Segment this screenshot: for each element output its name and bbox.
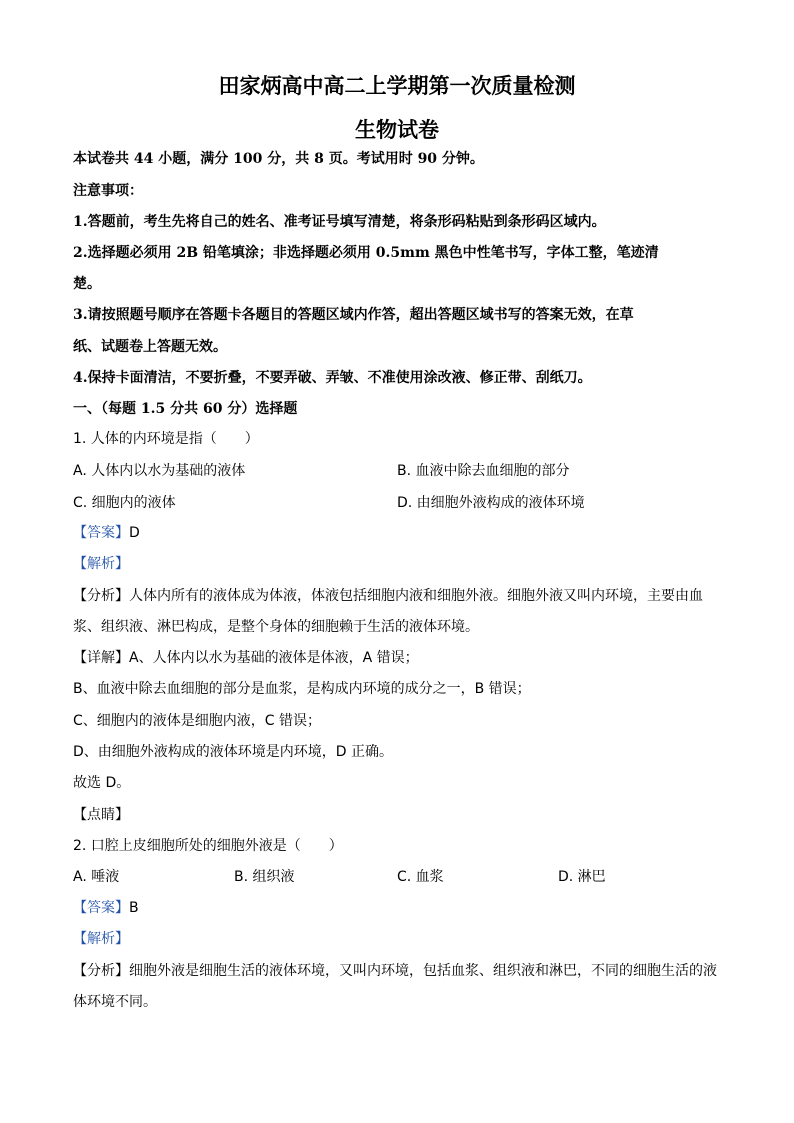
exam-title: 田家炳高中高二上学期第一次质量检测 <box>218 73 576 98</box>
q2-option-b: B. 组织液 <box>234 869 295 885</box>
q2-fenxi-line-1: 【分析】细胞外液是细胞生活的液体环境，又叫内环境，包括血浆、组织液和淋巴，不同的细胞生活的液 <box>73 963 717 979</box>
q1-xiangjie-a: 【详解】A、人体内以水为基础的液体是体液，A 错误； <box>73 650 419 666</box>
notes-heading: 注意事项： <box>73 183 143 199</box>
section-heading: 一、（每题 1.5 分共 60 分）选择题 <box>73 401 298 417</box>
note-2-line-1: 2.选择题必须用 2B 铅笔填涂；非选择题必须用 0.5mm 黑色中性笔书写，字体工整，笔迹清 <box>73 245 659 261</box>
q2-fenxi-line-2: 体环境不同。 <box>73 994 157 1010</box>
q1-fenxi-line-2: 浆、组织液、淋巴构成，是整个身体的细胞赖于生活的液体环境。 <box>73 619 479 635</box>
q2-fenxi-tag: 【分析】 <box>73 963 129 979</box>
q2-answer-value: B <box>129 900 139 916</box>
q2-answer <box>73 901 139 915</box>
q1-xiangjie-c: C、细胞内的液体是细胞内液，C 错误； <box>73 713 321 729</box>
question-1-stem: 1. 人体的内环境是指（ ） <box>73 431 259 447</box>
q1-xiangjie-tag: 【详解】 <box>73 650 129 666</box>
q2-answer-tag: 【答案】 <box>73 900 129 916</box>
note-3-line-1: 3.请按照题号顺序在答题卡各题目的答题区域内作答，超出答题区域书写的答案无效，在草 <box>73 307 634 323</box>
q1-option-b: B. 血液中除去血细胞的部分 <box>397 463 570 479</box>
note-4: 4.保持卡面清洁，不要折叠，不要弄破、弄皱、不准使用涂改液、修正带、刮纸刀。 <box>73 370 592 386</box>
q2-option-d: D. 淋巴 <box>558 869 606 885</box>
q1-answer-value: D <box>129 525 140 541</box>
q1-fenxi-tag: 【分析】 <box>73 588 129 604</box>
q2-option-a: A. 唾液 <box>73 869 120 885</box>
q1-option-a: A. 人体内以水为基础的液体 <box>73 463 246 479</box>
q2-analysis-tag: 【解析】 <box>73 931 129 947</box>
q1-conclusion: 故选 D。 <box>73 775 131 791</box>
q1-analysis-tag: 【解析】 <box>73 556 129 572</box>
q1-dianjing-tag: 【点睛】 <box>73 807 129 823</box>
exam-subtitle: 生物试卷 <box>355 117 439 142</box>
question-2-stem: 2. 口腔上皮细胞所处的细胞外液是（ ） <box>73 838 343 854</box>
note-1: 1.答题前，考生先将自己的姓名、准考证号填写清楚，将条形码粘贴到条形码区域内。 <box>73 214 606 230</box>
q1-option-d: D. 由细胞外液构成的液体环境 <box>397 495 585 511</box>
q1-option-c: C. 细胞内的液体 <box>73 495 176 511</box>
q1-answer-tag: 【答案】 <box>73 525 129 541</box>
q1-xiangjie-b: B、血液中除去血细胞的部分是血浆，是构成内环境的成分之一，B 错误； <box>73 681 531 697</box>
q1-fenxi-line-1: 【分析】人体内所有的液体成为体液，体液包括细胞内液和细胞外液。细胞外液又叫内环境，主要由血 <box>73 588 703 604</box>
q1-xiangjie-d: D、由细胞外液构成的液体环境是内环境，D 正确。 <box>73 744 394 760</box>
q2-option-c: C. 血浆 <box>397 869 444 885</box>
note-2-line-2: 楚。 <box>73 276 101 292</box>
q1-answer <box>73 526 140 540</box>
exam-summary: 本试卷共 44 小题，满分 100 分，共 8 页。考试用时 90 分钟。 <box>73 151 484 167</box>
note-3-line-2: 纸、试题卷上答题无效。 <box>73 339 227 355</box>
